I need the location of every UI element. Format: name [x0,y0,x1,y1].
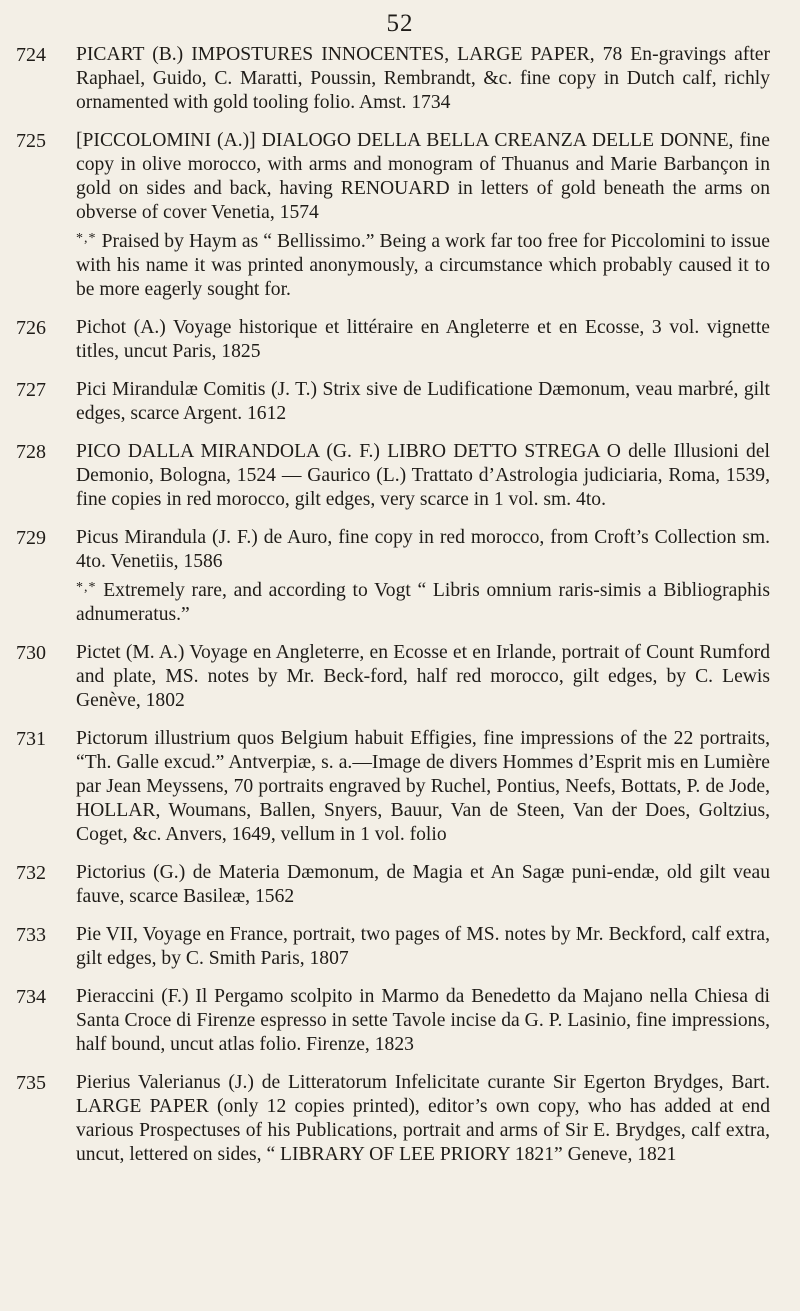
catalogue-entry [0,985,800,1057]
catalogue-entry [0,923,800,971]
lot-number: 729 [16,527,46,549]
catalogue-entry [0,316,800,364]
entry-text: PICART (B.) IMPOSTURES INNOCENTES, LARGE PAPER, 78 En-gravings after Raphael, Guido, C. Maratti, Poussin, Rembrandt, &c. fine copy in Dutch calf, richly ornamented with gold tooling folio. Amst. 1734 [76,44,770,113]
catalogue-entry [0,641,800,713]
lot-number: 734 [16,986,46,1008]
entry-text: Pichot (A.) Voyage historique et littéraire en Angleterre et en Ecosse, 3 vol. vignette titles, uncut Paris, 1825 [76,317,770,362]
lot-number: 724 [16,44,46,66]
entry-text: Pictet (M. A.) Voyage en Angleterre, en Ecosse et en Irlande, portrait of Count Rumford and plate, MS. notes by Mr. Beck-ford, half red morocco, gilt edges, by C. Lewis Genève, 1802 [76,642,770,711]
catalogue-entry [0,727,800,847]
lot-number: 728 [16,441,46,463]
note-text: Praised by Haym as “ Bellissimo.” Being a work far too free for Piccolomini to issue with his name it was printed anonymously, a circumstance which probably caused it to be more eagerly sought for. [76,231,770,300]
lot-number: 735 [16,1072,46,1094]
entry-text: [PICCOLOMINI (A.)] DIALOGO DELLA BELLA CREANZA DELLE DONNE, fine copy in olive morocco, with arms and monogram of Thuanus and Marie Barbançon in gold on sides and back, having RENOUARD in letters of gold beneath the arms on obverse of cover Venetia, 1574 [76,130,770,223]
catalogue-entry [0,526,800,627]
page-number: 52 [386,10,414,37]
entry-text: Pictorum illustrium quos Belgium habuit Effigies, fine impressions of the 22 portraits, “Th. Galle excud.” Antverpiæ, s. a.—Image de divers Hommes d’Esprit mis en Lumière par Jean Meyssens, 70 portraits engraved by Ruchel, Pontius, Neefs, Bottats, P. de Jode, HOLLAR, Woumans, Ballen, Snyers, Bauur, Van de Steen, Van der Does, Goltzius, Coget, &c. Anvers, 1649, vellum in 1 vol. folio [76,728,770,845]
catalogue-entries [0,43,800,1181]
entry-note [76,576,770,627]
lot-number: 733 [16,924,46,946]
catalogue-entry [0,440,800,512]
note-asterisks: *,* [76,580,97,595]
note-asterisks: *,* [76,231,97,246]
catalogue-entry [0,129,800,302]
lot-number: 732 [16,862,46,884]
entry-text: Picus Mirandula (J. F.) de Auro, fine copy in red morocco, from Croft’s Collection sm. 4to. Venetiis, 1586 [76,527,770,572]
catalogue-entry [0,43,800,115]
entry-text: Pierius Valerianus (J.) de Litteratorum Infelicitate curante Sir Egerton Brydges, Bart. LARGE PAPER (only 12 copies printed), editor’s own copy, who has added at end various Prospectuses of his Publications, portrait and arms of Sir E. Brydges, calf extra, uncut, lettered on sides, “ LIBRARY OF LEE PRIORY 1821” Geneve, 1821 [76,1072,770,1165]
catalogue-entry [0,1071,800,1167]
catalogue-entry [0,861,800,909]
lot-number: 730 [16,642,46,664]
lot-number: 731 [16,728,46,750]
entry-text: PICO DALLA MIRANDOLA (G. F.) LIBRO DETTO STREGA O delle Illusioni del Demonio, Bologna, 1524 — Gaurico (L.) Trattato d’Astrologia judiciaria, Roma, 1539, fine copies in red morocco, gilt edges, very scarce in 1 vol. sm. 4to. [76,441,770,510]
entry-note [76,227,770,302]
lot-number: 727 [16,379,46,401]
note-text: Extremely rare, and according to Vogt “ Libris omnium raris-simis a Bibliographis adnumeratus.” [76,580,770,625]
catalogue-entry [0,378,800,426]
entry-text: Pici Mirandulæ Comitis (J. T.) Strix sive de Ludificatione Dæmonum, veau marbré, gilt edges, scarce Argent. 1612 [76,379,770,424]
lot-number: 726 [16,317,46,339]
lot-number: 725 [16,130,46,152]
entry-text: Pieraccini (F.) Il Pergamo scolpito in Marmo da Benedetto da Majano nella Chiesa di Santa Croce di Firenze espresso in sette Tavole incise da G. P. Lasinio, fine impressions, half bound, uncut atlas folio. Firenze, 1823 [76,986,770,1055]
entry-text: Pictorius (G.) de Materia Dæmonum, de Magia et An Sagæ puni-endæ, old gilt veau fauve, scarce Basileæ, 1562 [76,862,770,907]
entry-text: Pie VII, Voyage en France, portrait, two pages of MS. notes by Mr. Beckford, calf extra, gilt edges, by C. Smith Paris, 1807 [76,924,770,969]
